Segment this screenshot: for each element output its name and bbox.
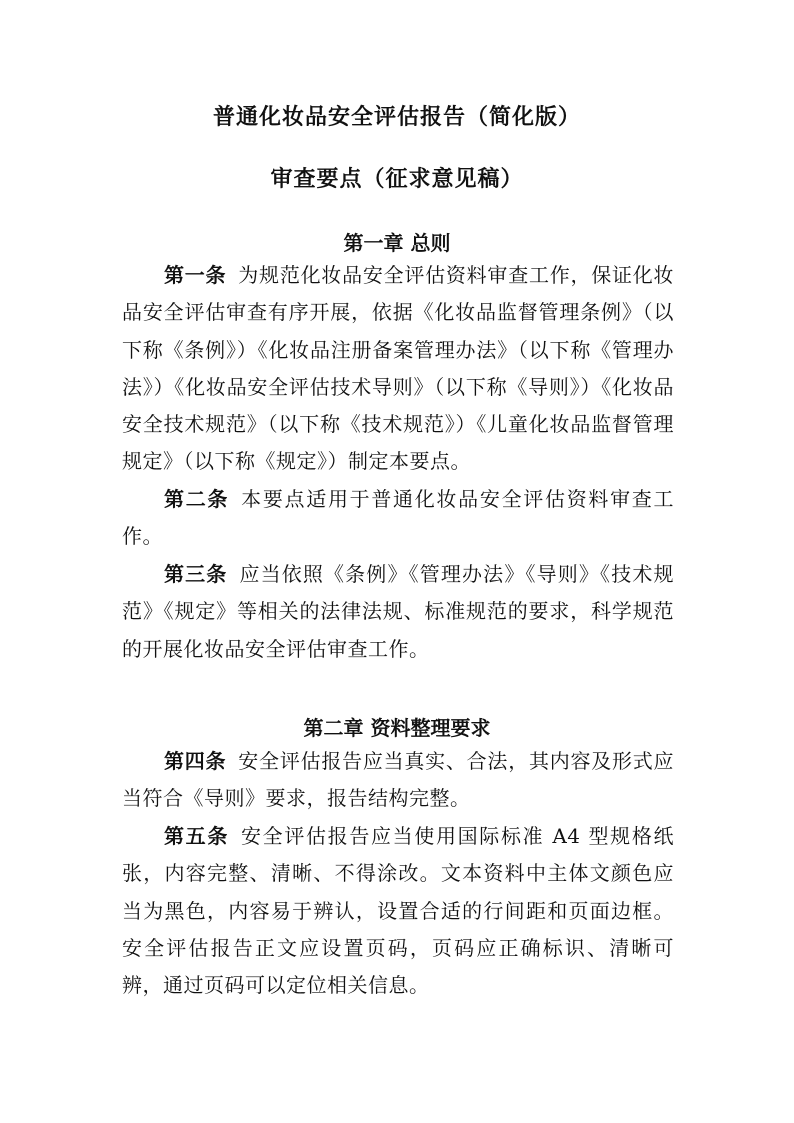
article-label: 第五条 xyxy=(164,824,229,848)
article-label: 第四条 xyxy=(164,749,227,773)
article-text: 安全评估报告应当使用国际标准 A4 型规格纸张，内容完整、清晰、不得涂改。文本资料中主体文颜色应当为黑色，内容易于辨认，设置合适的行间距和页面边框。安全评估报告正文应设置页码，页码应正确标识、清晰可辨，通过页码可以定位相关信息。 xyxy=(122,824,674,998)
article-paragraph xyxy=(122,481,674,556)
article-label: 第二条 xyxy=(164,487,230,511)
article-paragraph xyxy=(122,556,674,668)
article-paragraph xyxy=(122,818,674,1004)
chapter-heading: 第一章 总则 xyxy=(343,231,451,255)
article-text: 本要点适用于普通化妆品安全评估资料审查工作。 xyxy=(122,487,675,549)
article-paragraph xyxy=(122,743,674,818)
chapter-heading: 第二章 资料整理要求 xyxy=(303,716,491,740)
article-label: 第一条 xyxy=(164,263,227,287)
article-label: 第三条 xyxy=(164,562,228,586)
article-paragraph xyxy=(122,257,674,481)
article-text: 应当依照《条例》《管理办法》《导则》《技术规范》《规定》等相关的法律法规、标准规范的要求，科学规范的开展化妆品安全评估审查工作。 xyxy=(122,562,674,661)
document-title: 普通化妆品安全评估报告（简化版） xyxy=(212,105,581,130)
article-text: 安全评估报告应当真实、合法，其内容及形式应当符合《导则》要求，报告结构完整。 xyxy=(122,749,675,811)
article-text: 为规范化妆品安全评估资料审查工作，保证化妆品安全评估审查有序开展，依据《化妆品监督管理条例》（以下称《条例》）《化妆品注册备案管理办法》（以下称《管理办法》）《化妆品安全评估技术导则》（以下称《导则》）《化妆品安全技术规范》（以下称《技术规范》）《儿童化妆品监督管理规定》（以下称《规定》）制定本要点。 xyxy=(122,263,675,474)
document-subtitle: 审查要点（征求意见稿） xyxy=(270,167,524,192)
